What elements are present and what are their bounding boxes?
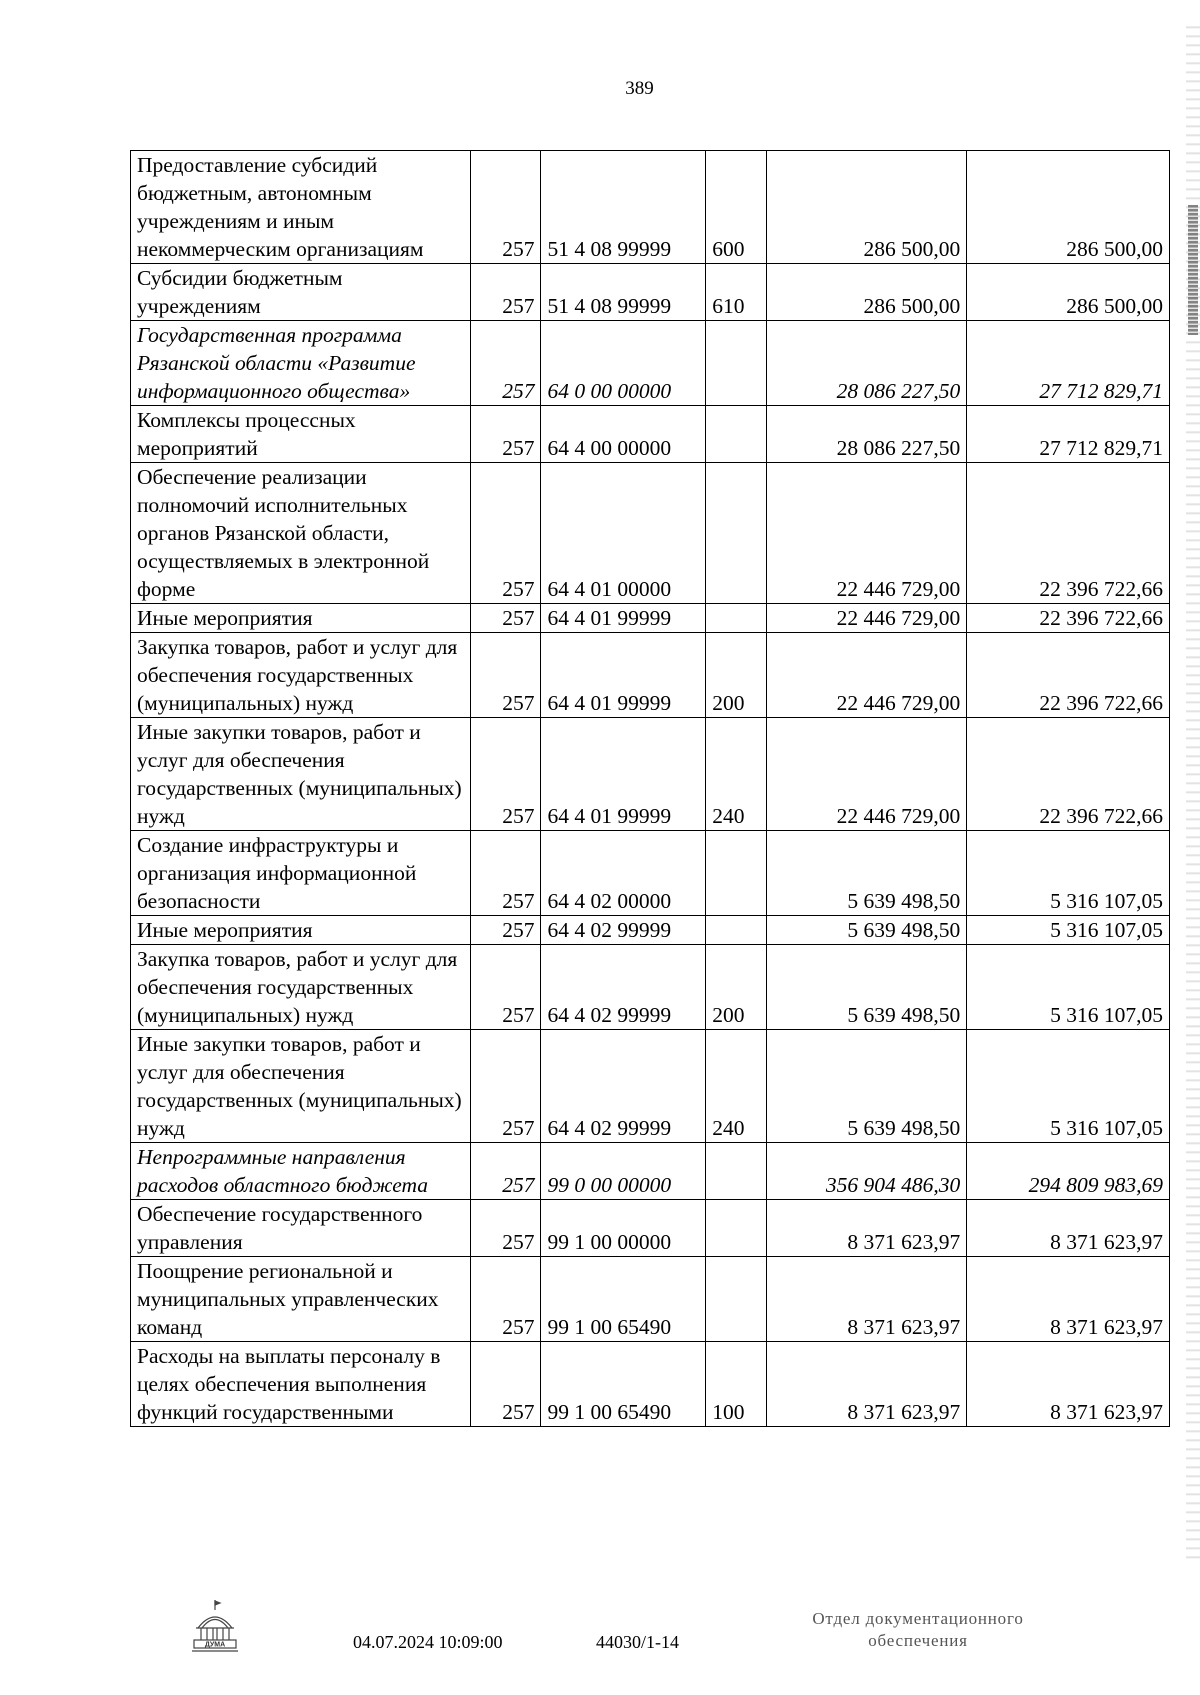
row-name: Создание инфраструктуры и организация информационной безопасности [131,831,471,916]
row-target-article: 99 1 00 65490 [541,1342,706,1427]
row-amount-plan: 8 371 623,97 [766,1342,967,1427]
row-expense-type: 200 [706,945,766,1030]
row-amount-actual: 22 396 722,66 [967,463,1170,604]
row-target-article: 64 4 00 00000 [541,406,706,463]
row-target-article: 64 4 02 99999 [541,945,706,1030]
row-target-article: 51 4 08 99999 [541,264,706,321]
row-target-article: 64 4 02 99999 [541,916,706,945]
row-name: Комплексы процессных мероприятий [131,406,471,463]
row-name: Расходы на выплаты персоналу в целях обеспечения выполнения функций государственными [131,1342,471,1427]
row-expense-type [706,1200,766,1257]
row-expense-type: 240 [706,718,766,831]
row-expense-type [706,321,766,406]
row-name: Обеспечение реализации полномочий исполнительных органов Рязанской области, осуществляемых в электронной форме [131,463,471,604]
row-target-article: 64 0 00 00000 [541,321,706,406]
scan-edge-artifact-dark [1188,205,1198,335]
row-expense-type: 600 [706,151,766,264]
row-target-article: 64 4 01 99999 [541,633,706,718]
row-amount-actual: 22 396 722,66 [967,718,1170,831]
row-target-article: 99 1 00 00000 [541,1200,706,1257]
row-amount-plan: 286 500,00 [766,151,967,264]
table-row [131,463,1170,604]
row-amount-actual: 27 712 829,71 [967,406,1170,463]
row-name: Поощрение региональной и муниципальных управленческих команд [131,1257,471,1342]
row-amount-actual: 5 316 107,05 [967,945,1170,1030]
row-amount-actual: 5 316 107,05 [967,916,1170,945]
table-row [131,321,1170,406]
row-department-code: 257 [470,1143,541,1200]
row-expense-type: 100 [706,1342,766,1427]
row-name: Непрограммные направления расходов областного бюджета [131,1143,471,1200]
table-row [131,1200,1170,1257]
row-name: Предоставление субсидий бюджетным, автономным учреждениям и иным некоммерческим организациям [131,151,471,264]
row-amount-actual: 22 396 722,66 [967,633,1170,718]
row-department-code: 257 [470,718,541,831]
row-name: Иные мероприятия [131,916,471,945]
table-row [131,406,1170,463]
stamp-line-2: обеспечения [868,1631,968,1650]
row-name: Государственная программа Рязанской области «Развитие информационного общества» [131,321,471,406]
table-row [131,633,1170,718]
row-department-code: 257 [470,463,541,604]
row-name: Закупка товаров, работ и услуг для обеспечения государственных (муниципальных) нужд [131,633,471,718]
row-amount-actual: 5 316 107,05 [967,831,1170,916]
row-amount-plan: 22 446 729,00 [766,604,967,633]
duma-logo [188,1598,242,1654]
department-stamp [768,1608,1068,1652]
row-department-code: 257 [470,604,541,633]
row-expense-type: 200 [706,633,766,718]
row-department-code: 257 [470,264,541,321]
row-amount-plan: 8 371 623,97 [766,1200,967,1257]
budget-table [130,150,1170,1427]
svg-text:ДУМА: ДУМА [204,1641,226,1649]
row-target-article: 64 4 01 99999 [541,718,706,831]
row-amount-actual: 8 371 623,97 [967,1342,1170,1427]
row-department-code: 257 [470,321,541,406]
row-department-code: 257 [470,945,541,1030]
row-expense-type [706,604,766,633]
row-target-article: 99 0 00 00000 [541,1143,706,1200]
row-amount-actual: 294 809 983,69 [967,1143,1170,1200]
row-amount-plan: 286 500,00 [766,264,967,321]
budget-table-body [131,151,1170,1427]
row-amount-plan: 5 639 498,50 [766,831,967,916]
row-amount-plan: 5 639 498,50 [766,1030,967,1143]
row-department-code: 257 [470,151,541,264]
table-row [131,916,1170,945]
row-target-article: 64 4 01 99999 [541,604,706,633]
row-expense-type [706,406,766,463]
row-name: Закупка товаров, работ и услуг для обеспечения государственных (муниципальных) нужд [131,945,471,1030]
row-target-article: 64 4 01 00000 [541,463,706,604]
row-target-article: 51 4 08 99999 [541,151,706,264]
row-department-code: 257 [470,1257,541,1342]
row-amount-actual: 22 396 722,66 [967,604,1170,633]
row-department-code: 257 [470,633,541,718]
row-amount-actual: 5 316 107,05 [967,1030,1170,1143]
row-department-code: 257 [470,831,541,916]
row-amount-plan: 8 371 623,97 [766,1257,967,1342]
table-row [131,1257,1170,1342]
row-target-article: 99 1 00 65490 [541,1257,706,1342]
row-name: Иные закупки товаров, работ и услуг для обеспечения государственных (муниципальных) нужд [131,1030,471,1143]
row-amount-plan: 28 086 227,50 [766,406,967,463]
row-expense-type [706,916,766,945]
row-amount-actual: 27 712 829,71 [967,321,1170,406]
row-name: Иные мероприятия [131,604,471,633]
row-target-article: 64 4 02 99999 [541,1030,706,1143]
table-row [131,1030,1170,1143]
row-department-code: 257 [470,916,541,945]
row-amount-plan: 5 639 498,50 [766,916,967,945]
row-amount-actual: 286 500,00 [967,151,1170,264]
row-department-code: 257 [470,1200,541,1257]
row-amount-plan: 22 446 729,00 [766,718,967,831]
row-target-article: 64 4 02 00000 [541,831,706,916]
table-row [131,604,1170,633]
row-amount-plan: 5 639 498,50 [766,945,967,1030]
row-expense-type: 610 [706,264,766,321]
page-number: 389 [625,78,654,99]
row-department-code: 257 [470,1030,541,1143]
row-amount-actual: 8 371 623,97 [967,1257,1170,1342]
row-expense-type [706,1257,766,1342]
row-department-code: 257 [470,406,541,463]
row-amount-plan: 356 904 486,30 [766,1143,967,1200]
footer-reg-number: 44030/1-14 [596,1632,679,1652]
table-row [131,945,1170,1030]
row-amount-plan: 28 086 227,50 [766,321,967,406]
row-amount-plan: 22 446 729,00 [766,463,967,604]
footer-datetime: 04.07.2024 10:09:00 [353,1632,503,1652]
row-amount-actual: 8 371 623,97 [967,1200,1170,1257]
row-expense-type [706,831,766,916]
row-amount-plan: 22 446 729,00 [766,633,967,718]
row-amount-actual: 286 500,00 [967,264,1170,321]
stamp-line-1: Отдел документационного [812,1609,1024,1628]
table-row [131,1143,1170,1200]
table-row [131,718,1170,831]
row-expense-type [706,1143,766,1200]
table-row [131,831,1170,916]
table-row [131,264,1170,321]
row-expense-type: 240 [706,1030,766,1143]
table-row [131,1342,1170,1427]
row-department-code: 257 [470,1342,541,1427]
row-name: Субсидии бюджетным учреждениям [131,264,471,321]
table-row [131,151,1170,264]
row-expense-type [706,463,766,604]
row-name: Обеспечение государственного управления [131,1200,471,1257]
row-name: Иные закупки товаров, работ и услуг для обеспечения государственных (муниципальных) нужд [131,718,471,831]
